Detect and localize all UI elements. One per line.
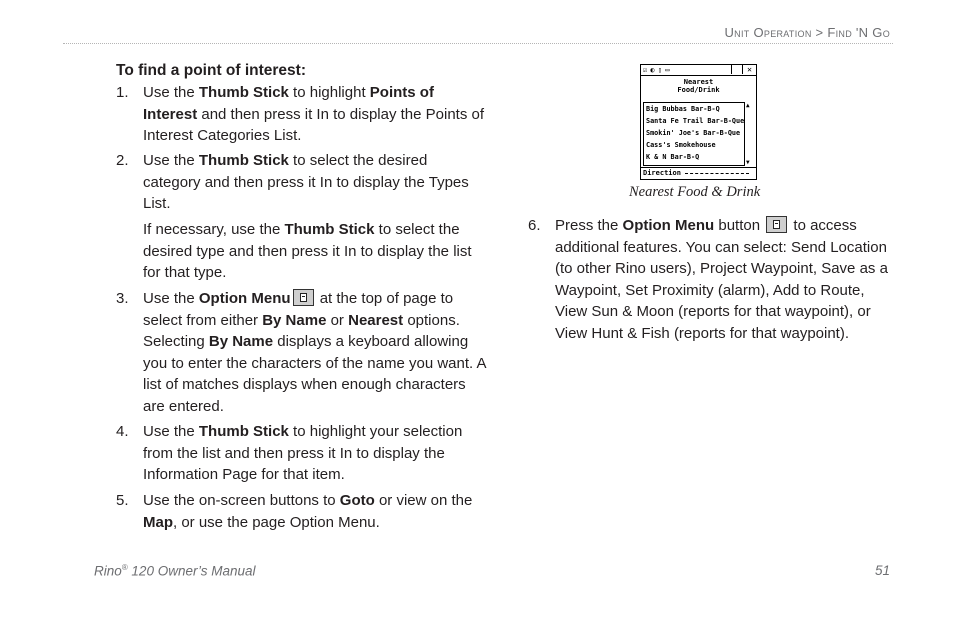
step-number: 1.: [116, 84, 129, 101]
registered-mark: ®: [121, 563, 128, 572]
step-6: [528, 215, 893, 344]
step-number: 3.: [116, 290, 129, 307]
step-1: [116, 82, 488, 147]
scroll-down-icon: ▼: [746, 159, 750, 166]
text-run: Use the: [143, 423, 199, 440]
device-status-bar: [641, 65, 756, 76]
text-run: or: [326, 311, 349, 329]
bold-term: Points of Interest: [143, 84, 434, 123]
device-screenshot: [640, 64, 757, 180]
device-title-line1: Nearest: [683, 78, 714, 86]
bold-term: By Name: [208, 333, 274, 350]
text-run: to select the desired type and then press it In to display the list for that type.: [143, 221, 472, 281]
text-run: to highlight: [288, 84, 370, 101]
text-run: options. Selecting: [143, 311, 460, 350]
step-text: [143, 82, 488, 147]
text-run: to select the desired category and then press it In to display the Types List.: [143, 152, 469, 212]
text-run: Use the: [143, 84, 199, 101]
bold-term: Option Menu: [198, 290, 291, 307]
step-text: [143, 421, 488, 486]
figure-caption: Nearest Food & Drink: [629, 184, 761, 200]
device-footer: [641, 167, 756, 179]
option-menu-icon: [766, 216, 787, 233]
step-text: [555, 215, 893, 344]
device-list-item: Big Bubbas Bar-B-Q: [646, 105, 720, 113]
step-number: 4.: [116, 423, 129, 440]
step-2-note: [116, 219, 488, 284]
step-2: [116, 150, 488, 215]
step-text: [143, 490, 488, 533]
manual-title-rest: 120 Owner’s Manual: [127, 563, 256, 579]
step-5: [116, 490, 488, 533]
device-title-line2: Food/Drink: [677, 86, 720, 94]
step-text: [143, 150, 488, 215]
text-run: , or use the page Option Menu.: [173, 513, 380, 531]
text-run: button: [714, 217, 765, 234]
bold-term: Thumb Stick: [198, 84, 289, 101]
text-run: or view on the: [374, 492, 473, 509]
bold-term: Nearest: [348, 311, 404, 329]
step-text: [143, 219, 488, 284]
text-run: Use the on-screen buttons to: [143, 492, 340, 509]
step-4: [116, 421, 488, 486]
bold-term: Option Menu: [622, 217, 715, 234]
device-scrollbar: [745, 102, 754, 166]
bold-term: Goto: [339, 492, 375, 509]
device-result-list: [643, 102, 745, 166]
device-list-item: Smokin' Joe's Bar-B-Que: [646, 129, 741, 137]
bold-term: Thumb Stick: [284, 221, 375, 238]
text-run: If necessary, use the: [143, 221, 285, 238]
bold-term: Thumb Stick: [198, 423, 289, 440]
step-text: [143, 288, 488, 417]
device-list-item: K & N Bar-B-Q: [646, 153, 700, 161]
bold-term: Map: [143, 513, 173, 531]
text-run: and then press it In to display the Points of Interest Categories List.: [143, 105, 485, 144]
device-title: [641, 78, 756, 94]
text-run: to access additional features. You can select: Send Location (to other Rino users), Project Waypoint, Save as a Waypoint, Set Proximity (alarm), Add to Route, View Sun & Moon (reports for that waypoint), or View Hunt & Fish (reports for that waypoint).: [555, 217, 888, 342]
device-list-item: Cass's Smokehouse: [646, 141, 716, 149]
header-divider: [63, 43, 893, 44]
text-run: Press the: [555, 217, 623, 234]
device-list-item: Santa Fe Trail Bar-B-Que: [646, 117, 744, 125]
status-icons: ☑ ◐ ▯ ▭: [643, 66, 670, 74]
step-3: [116, 288, 488, 417]
text-run: displays a keyboard allowing you to enter the characters of the name you want. A list of matches displays when enough characters are entered.: [143, 333, 486, 415]
step-number: 2.: [116, 152, 129, 169]
breadcrumb: Unit Operation > Find 'N Go: [724, 25, 890, 40]
step-number: 6.: [528, 217, 541, 234]
text-run: to highlight your selection from the list and then press it In to display the Information Page for that item.: [143, 423, 463, 483]
page-number: 51: [874, 563, 890, 578]
manual-brand: Rino: [94, 563, 122, 579]
device-footer-label: Direction: [643, 169, 681, 177]
device-menu-icon: [731, 65, 742, 74]
text-run: Use the: [143, 290, 199, 307]
scroll-up-icon: ▲: [746, 102, 750, 109]
section-heading: To find a point of interest:: [116, 62, 306, 79]
manual-title: [94, 563, 256, 579]
bold-term: Thumb Stick: [198, 152, 289, 169]
bold-term: By Name: [262, 311, 327, 329]
text-run: at the top of page to select from either: [143, 290, 454, 329]
direction-bar-icon: [685, 173, 749, 174]
text-run: Use the: [143, 152, 199, 169]
device-close-icon: ✕: [742, 65, 756, 74]
step-number: 5.: [116, 492, 129, 509]
option-menu-icon: [293, 289, 314, 306]
